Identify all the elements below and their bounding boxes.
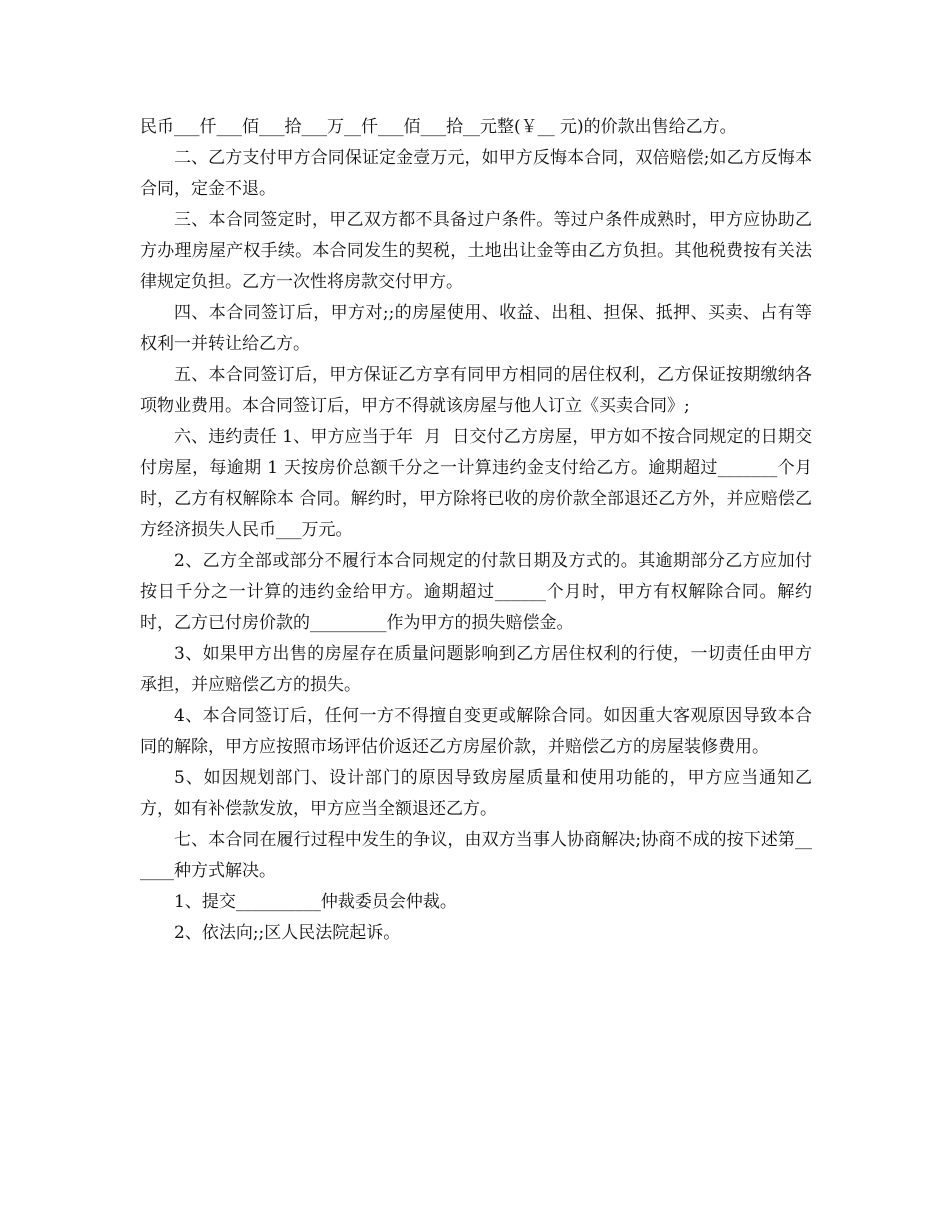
clause-6-liability: 六、违约责任 1、甲方应当于年 月 日交付乙方房屋，甲方如不按合同规定的日期交付房屋，每逾期 1 天按房价总额千分之一计算违约金支付给乙方。逾期超过_______个月时，乙方有权解除本 合同。解约时，甲方除将已收的房价款全部退还乙方外，并应赔偿乙方经济损失人民币___万元。 xyxy=(140,427,812,540)
clause-4-rights: 四、本合同签订后，甲方对;;的房屋使用、收益、出租、担保、抵押、买卖、占有等权利一并转让给乙方。 xyxy=(140,303,812,354)
contract-body xyxy=(140,112,812,949)
price-clause-continuation: 民币___仟___佰___拾___万__仟___佰___拾__元整(￥__ 元)的价款出售给乙方。 xyxy=(140,117,737,137)
clause-6-item-5: 5、如因规划部门、设计部门的原因导致房屋质量和使用功能的，甲方应当通知乙方，如有补偿款发放，甲方应当全额退还乙方。 xyxy=(140,768,812,819)
clause-2-deposit: 二、乙方支付甲方合同保证定金壹万元，如甲方反悔本合同，双倍赔偿;如乙方反悔本合同，定金不退。 xyxy=(140,148,812,199)
clause-3-transfer: 三、本合同签定时，甲乙双方都不具备过户条件。等过户条件成熟时，甲方应协助乙方办理房屋产权手续。本合同发生的契税，土地出让金等由乙方负担。其他税费按有关法律规定负担。乙方一次性将房款交付甲方。 xyxy=(140,210,812,292)
dispute-option-1: 1、提交__________仲裁委员会仲裁。 xyxy=(174,892,457,912)
clause-6-item-3: 3、如果甲方出售的房屋存在质量问题影响到乙方居住权利的行使，一切责任由甲方承担，并应赔偿乙方的损失。 xyxy=(140,644,812,695)
clause-5-residence: 五、本合同签订后，甲方保证乙方享有同甲方相同的居住权利，乙方保证按期缴纳各项物业费用。本合同签订后，甲方不得就该房屋与他人订立《买卖合同》; xyxy=(140,365,812,416)
clause-6-item-2: 2、乙方全部或部分不履行本合同规定的付款日期及方式的。其逾期部分乙方应加付按日千分之一计算的违约金给甲方。逾期超过______个月时，甲方有权解除合同。解约时，乙方已付房价款的_________作为甲方的损失赔偿金。 xyxy=(140,551,812,633)
clause-7-disputes: 七、本合同在履行过程中发生的争议，由双方当事人协商解决;协商不成的按下述第______种方式解决。 xyxy=(140,830,812,881)
clause-6-item-4: 4、本合同签订后，任何一方不得擅自变更或解除合同。如因重大客观原因导致本合同的解除，甲方应按照市场评估价返还乙方房屋价款，并赔偿乙方的房屋装修费用。 xyxy=(140,706,812,757)
dispute-option-2: 2、依法向;;区人民法院起诉。 xyxy=(174,923,401,943)
